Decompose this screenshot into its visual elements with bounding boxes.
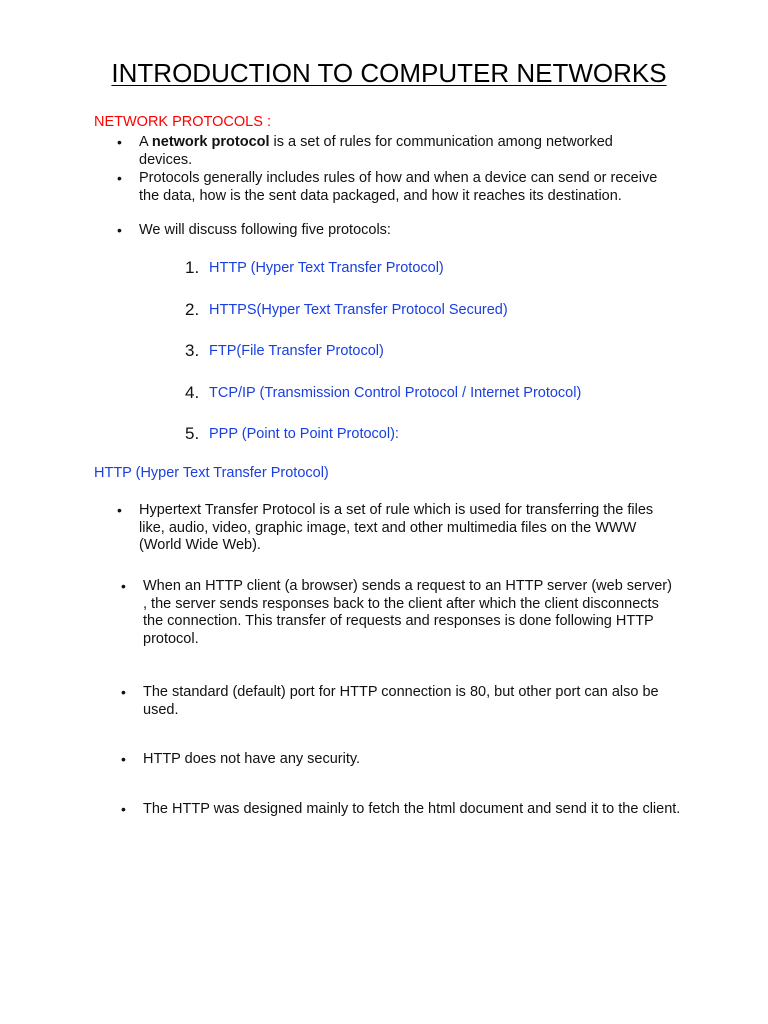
bullet-icon: • — [121, 751, 126, 767]
list-item — [121, 801, 683, 819]
section-heading-network-protocols: NETWORK PROTOCOLS : — [94, 114, 271, 130]
list-item-text: A network protocol is a set of rules for communication among networked devices. — [139, 134, 613, 168]
list-number: 2. — [185, 300, 200, 319]
protocol-label: HTTP (Hyper Text Transfer Protocol) — [209, 260, 444, 276]
list-item — [117, 502, 674, 555]
list-item — [121, 684, 683, 719]
list-item-text: HTTP does not have any security. — [143, 751, 361, 767]
bullet-icon: • — [117, 134, 122, 150]
bullet-icon: • — [121, 801, 126, 817]
list-number: 4. — [185, 383, 200, 402]
list-item-text: Hypertext Transfer Protocol is a set of rule which is used for transferring the files like, audio, video, graphic image, text and other multimedia files on the WWW (World Wide Web). — [139, 502, 654, 553]
list-item-text: Protocols generally includes rules of how and when a device can send or receive the data, how is the sent data packaged, and how it reaches its destination. — [139, 170, 658, 204]
protocol-label: HTTPS(Hyper Text Transfer Protocol Secured) — [209, 302, 508, 318]
bullet-icon: • — [121, 578, 126, 594]
list-item-text: The HTTP was designed mainly to fetch the html document and send it to the client. — [143, 801, 681, 817]
section-heading-http: HTTP (Hyper Text Transfer Protocol) — [94, 465, 329, 481]
bullet-icon: • — [117, 222, 122, 238]
list-number: 3. — [185, 341, 200, 360]
list-item — [121, 578, 678, 648]
list-item-text: We will discuss following five protocols: — [139, 222, 391, 238]
list-number: 5. — [185, 424, 200, 443]
page-title: INTRODUCTION TO COMPUTER NETWORKS — [111, 58, 667, 88]
protocol-label: PPP (Point to Point Protocol): — [209, 426, 399, 442]
protocol-label: TCP/IP (Transmission Control Protocol / Internet Protocol) — [209, 385, 582, 401]
list-item — [117, 170, 659, 205]
bullet-icon: • — [117, 170, 122, 186]
protocol-label: FTP(File Transfer Protocol) — [209, 343, 384, 359]
list-number: 1. — [185, 258, 200, 277]
bullet-icon: • — [121, 684, 126, 700]
list-item-text: The standard (default) port for HTTP connection is 80, but other port can also be used. — [143, 684, 659, 718]
list-item — [117, 222, 659, 240]
list-item — [121, 751, 663, 769]
bullet-icon: • — [117, 502, 122, 518]
bold-term: network protocol — [151, 134, 270, 150]
list-item — [117, 134, 664, 169]
list-item-text: When an HTTP client (a browser) sends a request to an HTTP server (web server) , the server sends responses back to the client after which the client disconnects the connection. This transfer of requests and responses is done following HTTP protocol. — [143, 578, 672, 647]
